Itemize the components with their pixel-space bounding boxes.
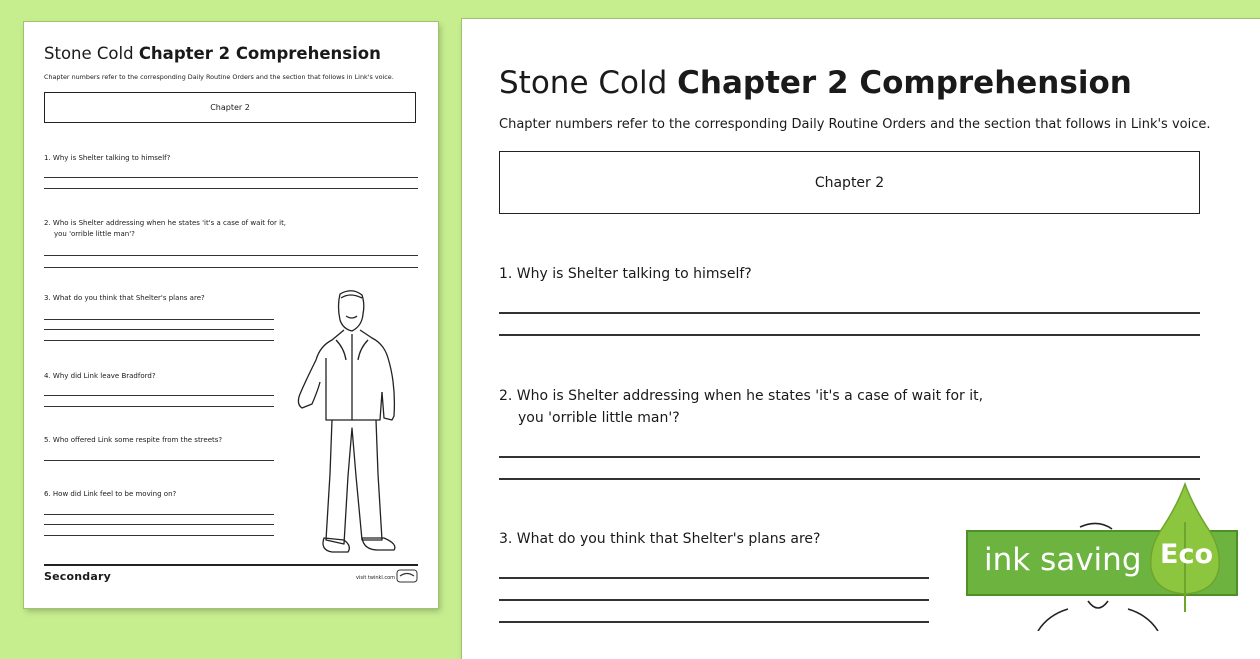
twinkl-logo-icon bbox=[396, 567, 418, 585]
title-light: Stone Cold bbox=[44, 44, 134, 63]
answer-line bbox=[44, 340, 274, 341]
answer-line bbox=[44, 395, 274, 396]
large-question-2: 2. Who is Shelter addressing when he states 'it's a case of wait for it, bbox=[499, 388, 984, 404]
title-bold: Chapter 2 Comprehension bbox=[677, 65, 1132, 101]
chapter-label: Chapter 2 bbox=[814, 174, 885, 191]
answer-line bbox=[44, 524, 274, 525]
small-sheet-subtitle: Chapter numbers refer to the corresponding Daily Routine Orders and the section that follows in Link's voice. bbox=[44, 73, 394, 81]
large-sheet-subtitle: Chapter numbers refer to the corresponding Daily Routine Orders and the section that follows in Link's voice. bbox=[499, 117, 1211, 132]
large-chapter-box bbox=[499, 151, 1200, 214]
answer-line bbox=[499, 478, 1200, 480]
large-sheet-title bbox=[499, 65, 1132, 101]
answer-line bbox=[499, 621, 929, 623]
man-illustration bbox=[286, 288, 414, 556]
small-question-3: 3. What do you think that Shelter's plans are? bbox=[44, 294, 205, 302]
ink-saving-label: ink saving bbox=[984, 542, 1142, 578]
answer-line bbox=[44, 460, 274, 461]
small-sheet-title bbox=[44, 44, 381, 63]
small-question-2-cont: you 'orrible little man'? bbox=[54, 230, 135, 238]
answer-line bbox=[499, 599, 929, 601]
answer-line bbox=[44, 406, 274, 407]
title-light: Stone Cold bbox=[499, 65, 668, 101]
answer-line bbox=[499, 577, 929, 579]
small-question-6: 6. How did Link feel to be moving on? bbox=[44, 490, 177, 498]
small-question-4: 4. Why did Link leave Bradford? bbox=[44, 372, 156, 380]
answer-line bbox=[44, 188, 418, 189]
chapter-label: Chapter 2 bbox=[210, 103, 250, 112]
small-question-2: 2. Who is Shelter addressing when he states 'it's a case of wait for it, bbox=[44, 219, 287, 227]
answer-line bbox=[44, 177, 418, 178]
question-2-cont-text: you 'orrible little man'? bbox=[518, 410, 680, 426]
title-bold: Chapter 2 Comprehension bbox=[138, 44, 381, 63]
small-question-5: 5. Who offered Link some respite from the streets? bbox=[44, 436, 223, 444]
answer-line bbox=[44, 514, 274, 515]
small-chapter-box bbox=[44, 92, 416, 123]
answer-line bbox=[44, 319, 274, 320]
answer-line bbox=[499, 334, 1200, 336]
answer-line bbox=[499, 456, 1200, 458]
small-question-1: 1. Why is Shelter talking to himself? bbox=[44, 154, 171, 162]
answer-line bbox=[44, 329, 274, 330]
answer-line bbox=[44, 267, 418, 268]
answer-line bbox=[44, 535, 274, 536]
large-question-2-cont bbox=[499, 407, 680, 429]
footer-url: visit twinkl.com bbox=[356, 575, 396, 581]
large-question-1: 1. Why is Shelter talking to himself? bbox=[499, 266, 752, 282]
footer-rule bbox=[44, 564, 418, 566]
answer-line bbox=[44, 255, 418, 256]
footer-label: Secondary bbox=[44, 570, 111, 583]
large-question-3: 3. What do you think that Shelter's plans are? bbox=[499, 531, 821, 547]
eco-label: Eco bbox=[1160, 539, 1213, 570]
answer-line bbox=[499, 312, 1200, 314]
worksheet-preview-small bbox=[24, 22, 438, 608]
